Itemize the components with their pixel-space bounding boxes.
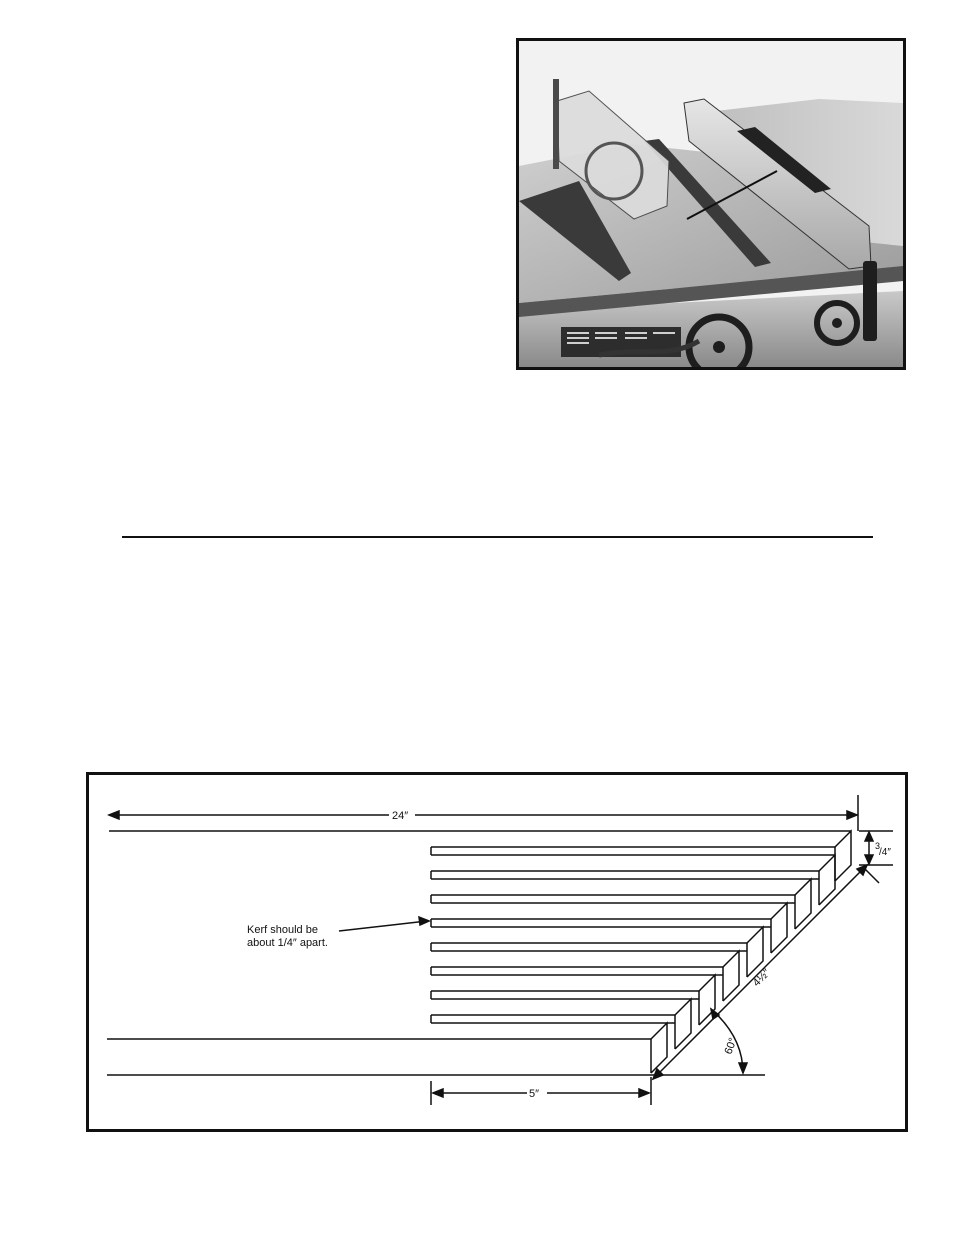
thickness-label-frac: /4″ (879, 847, 891, 858)
angle-arrow-bottom (739, 1063, 747, 1073)
note-leader-line (339, 921, 427, 931)
finger-3 (431, 879, 811, 929)
finger-7 (431, 975, 715, 1025)
offset-arrow-right (639, 1089, 649, 1097)
angle-label: 60° (722, 1036, 740, 1057)
finger-4 (431, 903, 787, 953)
finger-8 (431, 999, 691, 1049)
finger-5 (431, 927, 763, 977)
thickness-label-whole: 3 (875, 841, 881, 851)
finger-1 (431, 831, 851, 881)
offset-arrow-left (433, 1089, 443, 1097)
finger-2 (431, 855, 835, 905)
board-body-end (651, 1023, 667, 1073)
angle-arrow-top (711, 1009, 719, 1019)
thickness-arrow-top (865, 832, 873, 841)
offset-label: 5″ (529, 1088, 540, 1100)
thickness-arrow-bottom (865, 855, 873, 864)
diagonal-extension (863, 867, 879, 883)
length-label: 24″ (392, 810, 409, 822)
diagonal-label: 4½″ (750, 967, 773, 990)
finger-6 (431, 951, 739, 1001)
featherboard-drawing (89, 775, 905, 1129)
length-arrow-left (109, 811, 119, 819)
splitter (553, 79, 559, 169)
table-saw-photo (516, 38, 906, 370)
section-divider (122, 536, 873, 538)
featherboard-diagram (86, 772, 908, 1132)
kerf-note-line-1: Kerf should be (247, 924, 318, 936)
length-arrow-right (847, 811, 857, 819)
table-saw-illustration (519, 41, 903, 367)
fence-lock-handle (863, 261, 877, 341)
kerf-note-line-2: about 1/4″ apart. (247, 937, 328, 949)
note-leader-arrow (419, 917, 429, 925)
